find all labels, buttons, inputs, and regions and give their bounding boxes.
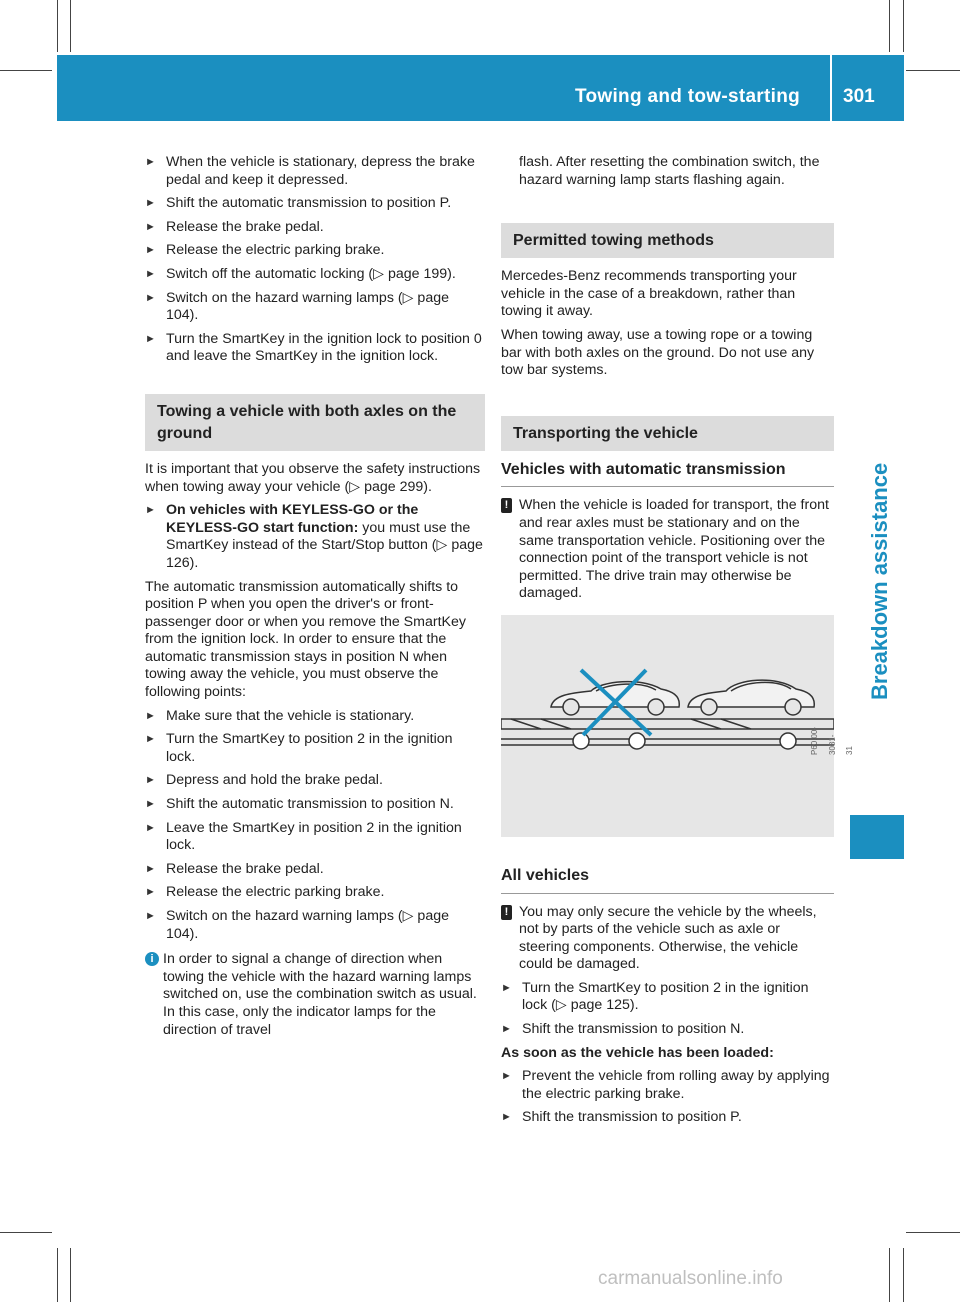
arrow-icon: ► [145,267,156,280]
continued-paragraph: flash. After resetting the combination switch, the hazard warning lamp starts flashing again. [519,154,820,188]
list-item [145,331,485,366]
step-text: Shift the transmission to position P. [522,1109,742,1126]
list-item [145,908,485,943]
arrow-icon: ► [145,244,156,257]
crop-mark [903,0,904,52]
step-list [501,1068,834,1127]
list-item [501,1021,834,1039]
step-list [145,154,485,366]
list-item [145,195,485,213]
warning-text: When the vehicle is loaded for transport, the front and rear axles must be stationary and on the same transportation vehicle. Positioning over the connection point of the transport vehicle is not permitted. The drive train may otherwise be damaged. [519,497,829,602]
step-text: Release the brake pedal. [166,218,324,235]
arrow-icon: ► [145,798,156,811]
arrow-icon: ► [145,291,156,304]
list-item [145,772,485,790]
paragraph: Mercedes-Benz recommends transporting your vehicle in the case of a breakdown, rather than towing it away. [501,268,797,320]
arrow-icon: ► [145,821,156,834]
step-text: Release the brake pedal. [166,860,324,877]
step-text: Release the electric parking brake. [166,884,385,901]
info-note-text: In order to signal a change of direction when towing the vehicle with the hazard warning lamps switched on, use the combination switch as usual. In this case, only the indicator lamps for the direction of travel [163,951,477,1038]
warning-icon: ! [501,498,512,513]
section-heading: Permitted towing methods [501,223,834,258]
crop-mark [0,70,52,71]
list-item [145,219,485,237]
arrow-icon: ► [145,886,156,899]
warning-text: You may only secure the vehicle by the wheels, not by parts of the vehicle such as axle or steering components. Otherwise, the vehicle could be damaged. [519,903,817,973]
arrow-icon: ► [145,774,156,787]
crop-mark [57,1248,58,1302]
subheading: All vehicles [501,867,834,894]
list-item [145,154,485,189]
arrow-icon: ► [145,197,156,210]
step-text: Switch on the hazard warning lamps (▷ page 104). [166,289,449,324]
step-text: Shift the transmission to position N. [522,1021,745,1038]
transporter-illustration [501,615,834,837]
list-item [145,861,485,879]
step-list [501,980,834,1039]
arrow-icon: ► [145,220,156,233]
list-item [501,1068,834,1103]
arrow-icon: ► [145,733,156,746]
keyless-text: you must use the SmartKey instead of the Start/Stop button (▷ page 126). [166,519,483,571]
arrow-icon: ► [501,1111,512,1124]
crop-mark [889,1248,890,1302]
list-item [145,242,485,260]
keyless-condition: On vehicles with KEYLESS-GO or the KEYLESS-GO start function: [166,502,419,536]
step-text: Turn the SmartKey to position 2 in the ignition lock (▷ page 125). [522,979,809,1014]
arrow-icon: ► [145,709,156,722]
left-column [145,154,485,1045]
crop-mark [70,0,71,52]
list-item [145,502,485,572]
arrow-icon: ► [145,156,156,168]
arrow-icon: ► [145,332,156,345]
step-list [145,708,485,944]
header-divider [830,55,832,121]
step-text: Depress and hold the brake pedal. [166,772,383,789]
list-item [145,796,485,814]
arrow-icon: ► [145,910,156,922]
arrow-icon: ► [145,504,156,517]
step-text: Switch on the hazard warning lamps (▷ page 104). [166,908,449,942]
step-text: Turn the SmartKey to position 2 in the ignition lock. [166,731,453,765]
side-tab-label: Breakdown assistance [867,462,892,700]
list-item [145,884,485,902]
step-text: Shift the automatic transmission to position N. [166,796,454,813]
header-title: Towing and tow-starting [575,86,801,107]
crop-mark [906,70,960,71]
step-text: Make sure that the vehicle is stationary. [166,707,415,724]
figure-code: P60.00-3081-31 [810,726,855,755]
warning-note [501,904,834,974]
step-text: Leave the SmartKey in position 2 in the ignition lock. [166,819,462,854]
warning-note [501,497,834,603]
list-item [145,820,485,855]
loaded-heading: As soon as the vehicle has been loaded: [501,1044,774,1061]
crop-mark [906,1232,960,1233]
step-text: Prevent the vehicle from rolling away by applying the electric parking brake. [522,1068,830,1102]
step-text: Turn the SmartKey in the ignition lock to position 0 and leave the SmartKey in the ignition lock. [166,330,482,365]
section-heading: Towing a vehicle with both axles on the ground [145,394,485,451]
section-heading: Transporting the vehicle [501,416,834,451]
step-text: Switch off the automatic locking (▷ page 199). [166,265,456,282]
crop-mark [903,1248,904,1302]
step-text: Release the electric parking brake. [166,242,385,259]
intro-paragraph: It is important that you observe the safety instructions when towing away your vehicle (▷ page 299). [145,460,481,495]
arrow-icon: ► [501,1070,512,1083]
arrow-icon: ► [145,862,156,875]
side-tab-marker [850,815,904,859]
list-item [501,980,834,1015]
arrow-icon: ► [501,981,512,994]
page-number: 301 [843,86,875,107]
info-icon: i [145,952,159,966]
crop-mark [70,1248,71,1302]
info-note [145,951,485,1039]
watermark: carmanualsonline.info [598,1268,783,1289]
arrow-icon: ► [501,1023,512,1036]
list-item [501,1109,834,1127]
list-item [145,731,485,766]
warning-icon: ! [501,905,512,920]
step-text: When the vehicle is stationary, depress the brake pedal and keep it depressed. [166,154,475,188]
crop-mark [889,0,890,52]
list-item [145,708,485,726]
auto-paragraph: The automatic transmission automatically shifts to position P when you open the driver's or front-passenger door or when you remove the SmartKey from the ignition lock. In order to ensure that the automatic transmission stays in position N when towing away the vehicle, you must observe the following points: [145,578,466,701]
list-item [145,290,485,325]
crop-mark [57,0,58,52]
transport-illustration [501,615,855,837]
crop-mark [0,1232,52,1233]
list-item [145,266,485,284]
subheading: Vehicles with automatic transmission [501,461,834,488]
step-text: Shift the automatic transmission to position P. [166,195,452,212]
right-column [501,154,855,1133]
paragraph: When towing away, use a towing rope or a towing bar with both axles on the ground. Do not use any tow bar systems. [501,326,815,379]
